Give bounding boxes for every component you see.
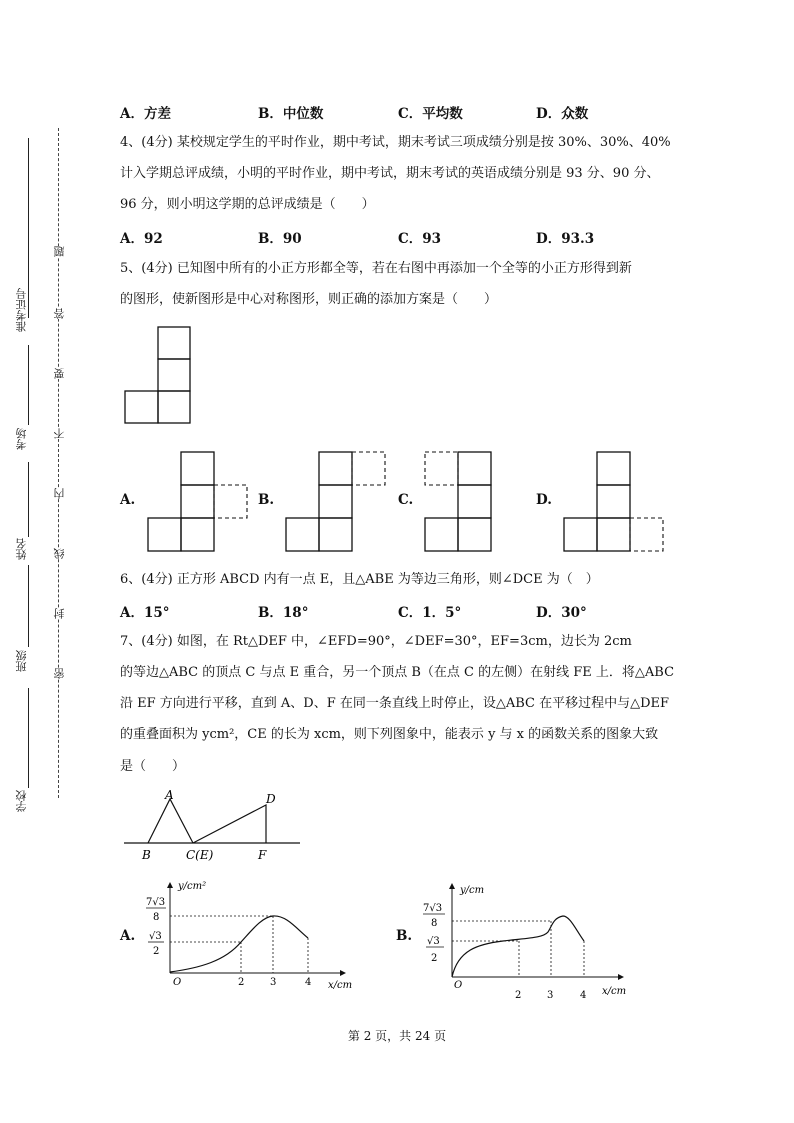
q5-base-figure bbox=[120, 322, 195, 432]
sidebar-label-class: 班级 bbox=[15, 650, 28, 672]
q5-option-d-figure bbox=[561, 450, 671, 555]
y-top-denominator: 8 bbox=[153, 912, 160, 923]
triangle-def bbox=[193, 805, 266, 843]
q7-graph-b-label: B. bbox=[396, 928, 413, 944]
seal-char: 线 bbox=[53, 548, 66, 559]
q5-option-c-figure bbox=[422, 450, 532, 555]
tick-4: 4 bbox=[305, 977, 312, 988]
q6-option-b: B．18° bbox=[258, 605, 309, 621]
sidebar-line bbox=[28, 462, 29, 537]
y-mid-denominator: 2 bbox=[431, 953, 438, 964]
seal-char: 密 bbox=[53, 668, 66, 679]
q7-line3: 沿 EF 方向进行平移，直到 A、D、F 在同一条直线上时停止，设△ABC 在平移过程中与△DEF bbox=[120, 696, 670, 711]
label-a: A bbox=[165, 788, 174, 802]
q3-option-d: D．众数 bbox=[536, 106, 589, 122]
label-ce: C(E) bbox=[186, 848, 214, 862]
q4-line3: 96 分，则小明这学期的总评成绩是（ ） bbox=[120, 197, 375, 212]
q5-option-a-figure bbox=[145, 450, 255, 555]
sidebar-line bbox=[28, 345, 29, 425]
seal-char: 要 bbox=[53, 368, 66, 379]
y-mid-numerator: √3 bbox=[427, 936, 440, 947]
q4-option-a: A．92 bbox=[120, 231, 163, 247]
seal-char: 不 bbox=[53, 428, 66, 439]
q4-line1: 4、(4分) 某校规定学生的平时作业，期中考试，期末考试三项成绩分别是按 30%、30%、40% bbox=[120, 135, 671, 150]
q3-option-c: C．平均数 bbox=[398, 106, 463, 122]
q6-option-a: A．15° bbox=[120, 605, 170, 621]
q7-graph-a bbox=[140, 875, 365, 995]
tick-4: 4 bbox=[580, 990, 587, 1000]
curve bbox=[452, 916, 584, 977]
q7-line5: 是（ ） bbox=[120, 759, 186, 774]
q6-line1: 6、(4分) 正方形 ABCD 内有一点 E，且△ABE 为等边三角形，则∠DCE 为（ ） bbox=[120, 572, 599, 587]
y-axis-label: y/cm² bbox=[178, 881, 207, 892]
x-axis-label: x/cm bbox=[328, 980, 353, 991]
origin-label: O bbox=[173, 977, 182, 988]
q5-option-c-label: C. bbox=[398, 492, 414, 508]
q4-option-d: D．93.3 bbox=[536, 231, 595, 247]
curve bbox=[170, 916, 308, 972]
q7-graph-b bbox=[418, 880, 643, 1000]
tick-2: 2 bbox=[515, 990, 522, 1000]
seal-char: 题 bbox=[53, 246, 66, 257]
q3-option-b: B．中位数 bbox=[258, 106, 324, 122]
seal-dotted-line bbox=[58, 128, 59, 798]
q3-option-a: A．方差 bbox=[120, 106, 171, 122]
q4-option-b: B．90 bbox=[258, 231, 302, 247]
seal-char: 答 bbox=[53, 308, 66, 319]
q5-option-b-label: B. bbox=[258, 492, 275, 508]
q5-option-b-figure bbox=[283, 450, 393, 555]
q6-option-d: D．30° bbox=[536, 605, 587, 621]
sidebar-line bbox=[28, 688, 29, 788]
q5-line2: 的图形，使新图形是中心对称图形，则正确的添加方案是（ ） bbox=[120, 292, 498, 307]
sidebar-line bbox=[28, 565, 29, 647]
y-axis-label: y/cm bbox=[460, 885, 485, 896]
label-b: B bbox=[142, 848, 151, 862]
tick-2: 2 bbox=[238, 977, 245, 988]
q5-line1: 5、(4分) 已知图中所有的小正方形都全等，若在右图中再添加一个全等的小正方形得到新 bbox=[120, 261, 632, 276]
q7-graph-a-label: A. bbox=[120, 928, 136, 944]
seal-char: 封 bbox=[53, 608, 66, 619]
y-mid-numerator: √3 bbox=[149, 931, 162, 942]
label-f: F bbox=[258, 848, 267, 862]
y-top-numerator: 7√3 bbox=[146, 897, 166, 908]
q7-line4: 的重叠面积为 ycm²，CE 的长为 xcm，则下列图象中，能表示 y 与 x 的函数关系的图象大致 bbox=[120, 727, 659, 742]
tick-3: 3 bbox=[270, 977, 277, 988]
q6-option-c: C．1．5° bbox=[398, 605, 462, 621]
sidebar-label-school: 学校 bbox=[15, 790, 28, 812]
y-mid-denominator: 2 bbox=[153, 946, 160, 957]
q4-line2: 计入学期总评成绩，小明的平时作业，期中考试，期末考试的英语成绩分别是 93 分、90 分、 bbox=[120, 166, 660, 181]
q5-option-a-label: A. bbox=[120, 492, 136, 508]
q7-line1: 7、(4分) 如图，在 Rt△DEF 中，∠EFD=90°，∠DEF=30°，EF=3cm，边长为 2cm bbox=[120, 634, 632, 649]
q4-option-c: C．93 bbox=[398, 231, 442, 247]
tick-3: 3 bbox=[547, 990, 554, 1000]
triangle-abc bbox=[148, 799, 193, 843]
q7-triangle-figure bbox=[120, 785, 305, 865]
sidebar-label-name: 姓名 bbox=[15, 538, 28, 560]
x-axis-label: x/cm bbox=[602, 986, 627, 997]
q7-line2: 的等边△ABC 的顶点 C 与点 E 重合，另一个顶点 B（在点 C 的左侧）在射线 FE 上．将△ABC bbox=[120, 665, 675, 680]
y-top-numerator: 7√3 bbox=[423, 903, 443, 914]
y-top-denominator: 8 bbox=[431, 918, 438, 929]
sidebar-label-room: 考场 bbox=[15, 428, 28, 450]
sidebar-label-exam-id: 准考证号 bbox=[15, 288, 28, 332]
q5-option-d-label: D. bbox=[536, 492, 552, 508]
page-footer: 第 2 页，共 24 页 bbox=[347, 1029, 447, 1043]
origin-label: O bbox=[454, 980, 463, 991]
seal-char: 内 bbox=[53, 488, 66, 499]
label-d: D bbox=[266, 792, 276, 806]
